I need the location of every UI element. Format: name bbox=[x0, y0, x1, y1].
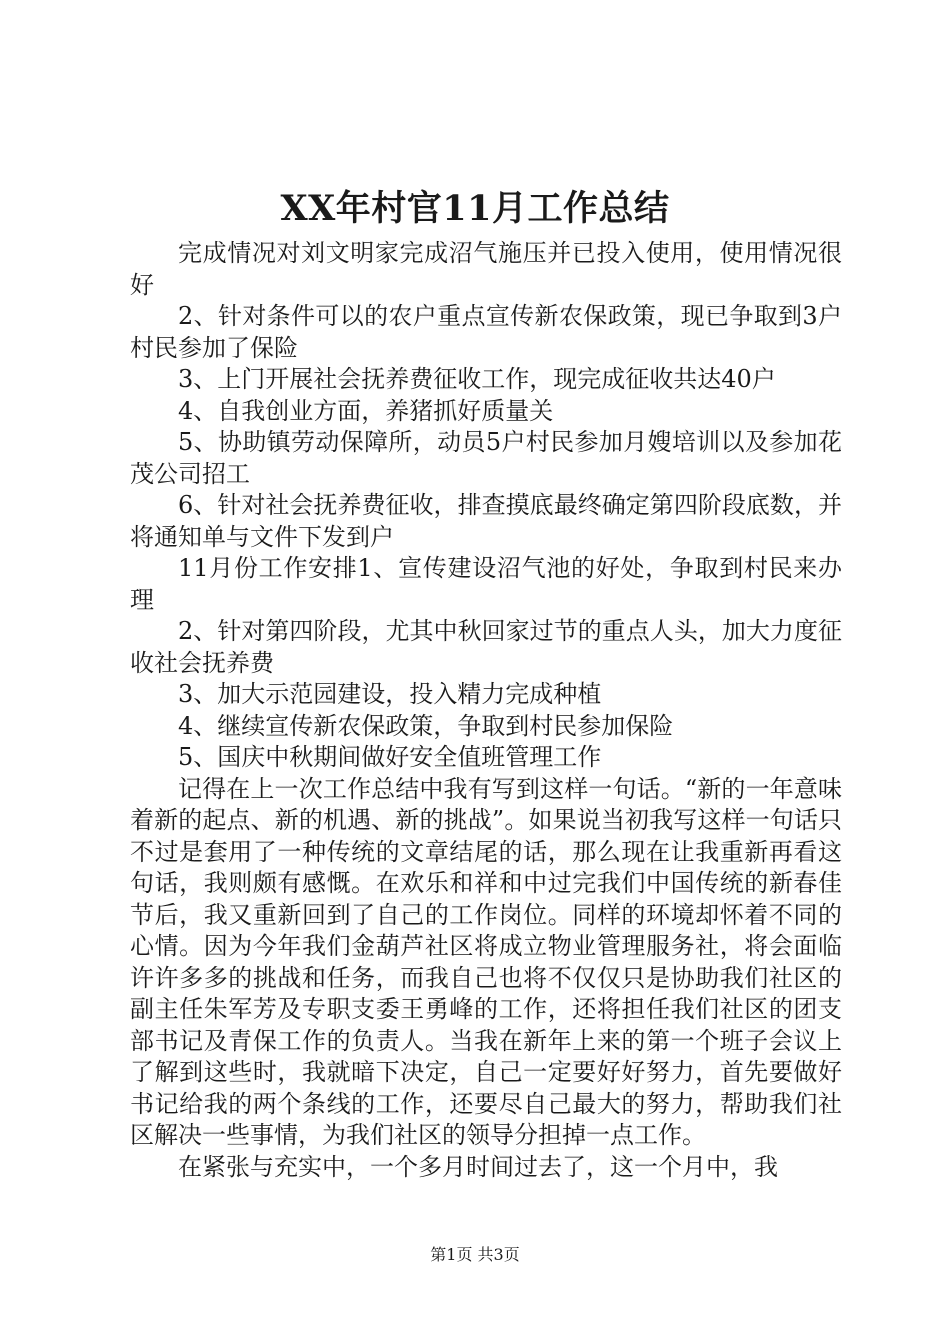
paragraph: 11月份工作安排1、宣传建设沼气池的好处，争取到村民来办理 bbox=[130, 554, 842, 614]
paragraph: 记得在上一次工作总结中我有写到这样一句话。“新的一年意味着新的起点、新的机遇、新的挑战”。如果说当初我写这样一句话只不过是套用了一种传统的文章结尾的话，那么现在让我重新再看这句话，我则颇有感慨。在欢乐和祥和中过完我们中国传统的新春佳节后，我又重新回到了自己的工作岗位。同样的环境却怀着不同的心情。因为今年我们金葫芦社区将成立物业管理服务社，将会面临许许多多的挑战和任务，而我自己也将不仅仅只是协助我们社区的副主任朱军芳及专职支委王勇峰的工作，还将担任我们社区的团支部书记及青保工作的负责人。当我在新年上来的第一个班子会议上了解到这些时，我就暗下决定，自己一定要好好努力，首先要做好书记给我的两个条线的工作，还要尽自己最大的努力，帮助我们社区解决一些事情，为我们社区的领导分担掉一点工作。 bbox=[130, 774, 842, 1149]
paragraph: 2、针对第四阶段，尤其中秋回家过节的重点人头，加大力度征收社会抚养费 bbox=[130, 617, 842, 677]
document-body bbox=[130, 238, 842, 1183]
page-footer: 第1页 共3页 bbox=[430, 1245, 520, 1264]
paragraph: 完成情况对刘文明家完成沼气施压并已投入使用，使用情况很好 bbox=[130, 239, 842, 299]
paragraph: 在紧张与充实中，一个多月时间过去了，这一个月中，我 bbox=[178, 1152, 778, 1181]
paragraph: 3、加大示范园建设，投入精力完成种植 bbox=[178, 680, 602, 708]
paragraph: 6、针对社会抚养费征收，排查摸底最终确定第四阶段底数，并将通知单与文件下发到户 bbox=[130, 491, 842, 551]
paragraph: 5、国庆中秋期间做好安全值班管理工作 bbox=[178, 743, 602, 771]
paragraph: 2、针对条件可以的农户重点宣传新农保政策，现已争取到3户村民参加了保险 bbox=[130, 302, 842, 362]
paragraph: 4、自我创业方面，养猪抓好质量关 bbox=[178, 396, 554, 425]
document-title: XX年村官11月工作总结 bbox=[280, 188, 670, 229]
paragraph: 3、上门开展社会抚养费征收工作，现完成征收共达40户 bbox=[178, 365, 776, 393]
paragraph: 5、协助镇劳动保障所，动员5户村民参加月嫂培训以及参加花茂公司招工 bbox=[130, 428, 842, 488]
paragraph: 4、继续宣传新农保政策，争取到村民参加保险 bbox=[178, 711, 674, 740]
